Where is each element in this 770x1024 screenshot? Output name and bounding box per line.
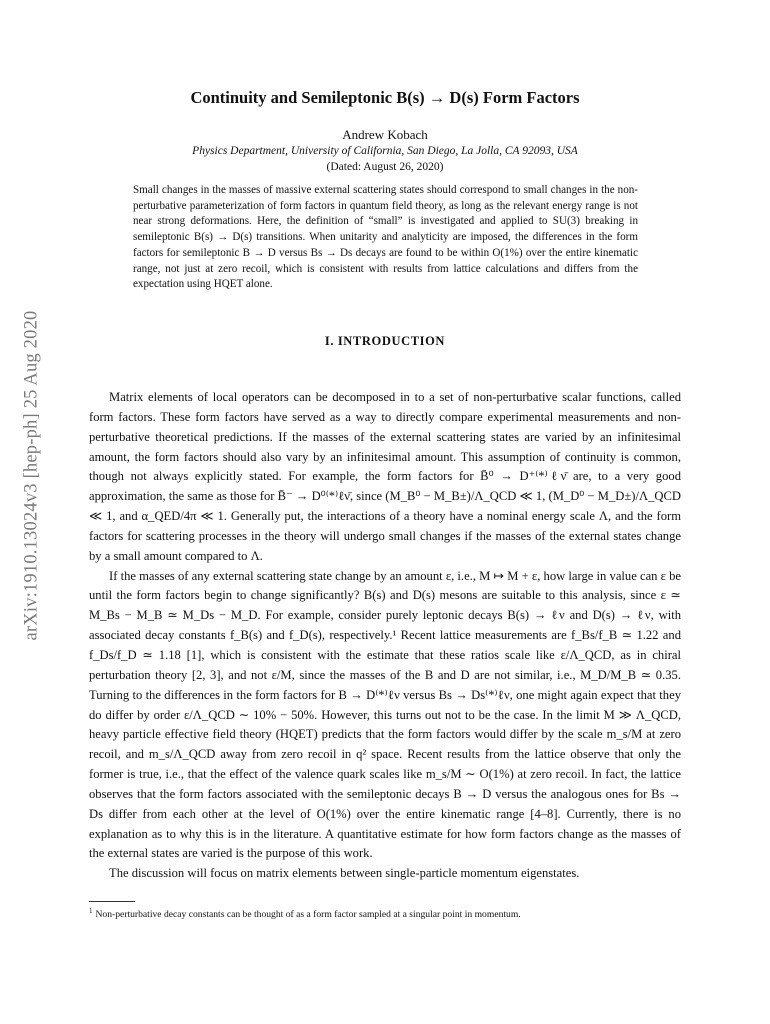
introduction-body <box>89 388 681 884</box>
arxiv-stamp-text: arXiv:1910.13024v3 [hep-ph] 25 Aug 2020 <box>21 310 42 640</box>
paper-title: Continuity and Semileptonic B(s) → D(s) Form Factors <box>190 88 580 107</box>
footnote <box>89 905 681 921</box>
section-heading-introduction: I. INTRODUCTION <box>324 334 446 348</box>
footnote-text: Non-perturbative decay constants can be thought of as a form factor sampled at a singular point in momentum. <box>95 909 521 921</box>
abstract: Small changes in the masses of massive external scattering states should correspond to small changes in the non-perturbative parameterization of form factors in quantum field theory, as long as the relevant energy range is not near strong deformations. Here, the definition of “small” is investigated and applied to SU(3) breaking in semileptonic B(s) → D(s) transitions. When unitarity and analyticity are imposed, the differences in the form factors for semileptonic B → D versus Bs → Ds decays are found to be within O(1%) over the entire kinematic range, not just at zero recoil, which is consistent with results from lattice calculations and differs from the expectation using HQET alone. <box>133 184 638 291</box>
body-paragraph: If the masses of any external scattering state change by an amount ε, i.e., M ↦ M + ε, how large in value can ε be until the form factors begin to change significantly? B(s) and D(s) mesons are suitable to this analysis, since ε ≃ M_Bs − M_B ≃ M_Ds − M_D. For example, consider purely leptonic decays B(s) → ℓν and D(s) → ℓν, with associated decay constants f_B(s) and f_D(s), respectively.¹ Recent lattice measurements are f_Bs/f_B ≃ 1.22 and f_Ds/f_D ≃ 1.18 [1], which is consistent with the estimate that these ratios scale like ε/Λ_QCD, as in chiral perturbation theory [2, 3], and not ε/M, since the masses of the B and D are not similar, i.e., M_D/M_B ≃ 0.35. Turning to the differences in the form factors for B → D⁽*⁾ℓν versus Bs → Ds⁽*⁾ℓν, one might again expect that they do differ by order ε/Λ_QCD ∼ 10% − 50%. However, this turns out not to be the case. In the limit M ≫ Λ_QCD, heavy particle effective field theory (HQET) predicts that the form factors would differ by the scale m_s/M at zero recoil, and m_s/Λ_QCD away from zero recoil in q² space. Recent results from the lattice observe that only the former is true, i.e., that the effect of the valence quark scales like m_s/M ∼ O(1%) at zero recoil. In fact, the lattice observes that the form factors associated with the semileptonic decays B → D versus the analogous ones for Bs → Ds differ from each other at the level of O(1%) over the entire kinematic range [4–8]. Currently, there is no explanation as to why this is in the literature. A quantitative estimate for how form factors change as the masses of the external states are varied is the purpose of this work. <box>89 568 681 861</box>
body-paragraph: Matrix elements of local operators can be decomposed in to a set of non-perturbative scalar functions, called form factors. These form factors have served as a way to directly compare experimental measurements and non-perturbative theoretical predictions. If the masses of the external scattering states are varied by an infinitesimal amount, the form factors should also vary by an infinitesimal amount. This assumption of continuity is common, though not always explicitly stated. For example, the form factors for B̄⁰ → D⁺⁽*⁾ℓν̄ are, to a very good approximation, the same as those for B̄⁻ → D⁰⁽*⁾ℓν̄, since (M_B⁰ − M_B±)/Λ_QCD ≪ 1, (M_D⁰ − M_D±)/Λ_QCD ≪ 1, and α_QED/4π ≪ 1. Generally put, the interactions of a theory have a nominal energy scale Λ, and the form factors for scattering processes in the theory will undergo small changes if the masses of the external states change by a small amount compared to Λ. <box>89 390 681 563</box>
arxiv-identifier-stamp <box>17 265 47 685</box>
author-name: Andrew Kobach <box>342 127 428 142</box>
footnote-divider <box>89 901 135 902</box>
body-paragraph: The discussion will focus on matrix elements between single-particle momentum eigenstates. <box>109 866 580 881</box>
date-line: (Dated: August 26, 2020) <box>326 161 444 173</box>
footnote-marker: 1 <box>89 907 93 915</box>
author-affiliation: Physics Department, University of California, San Diego, La Jolla, CA 92093, USA <box>192 145 578 157</box>
